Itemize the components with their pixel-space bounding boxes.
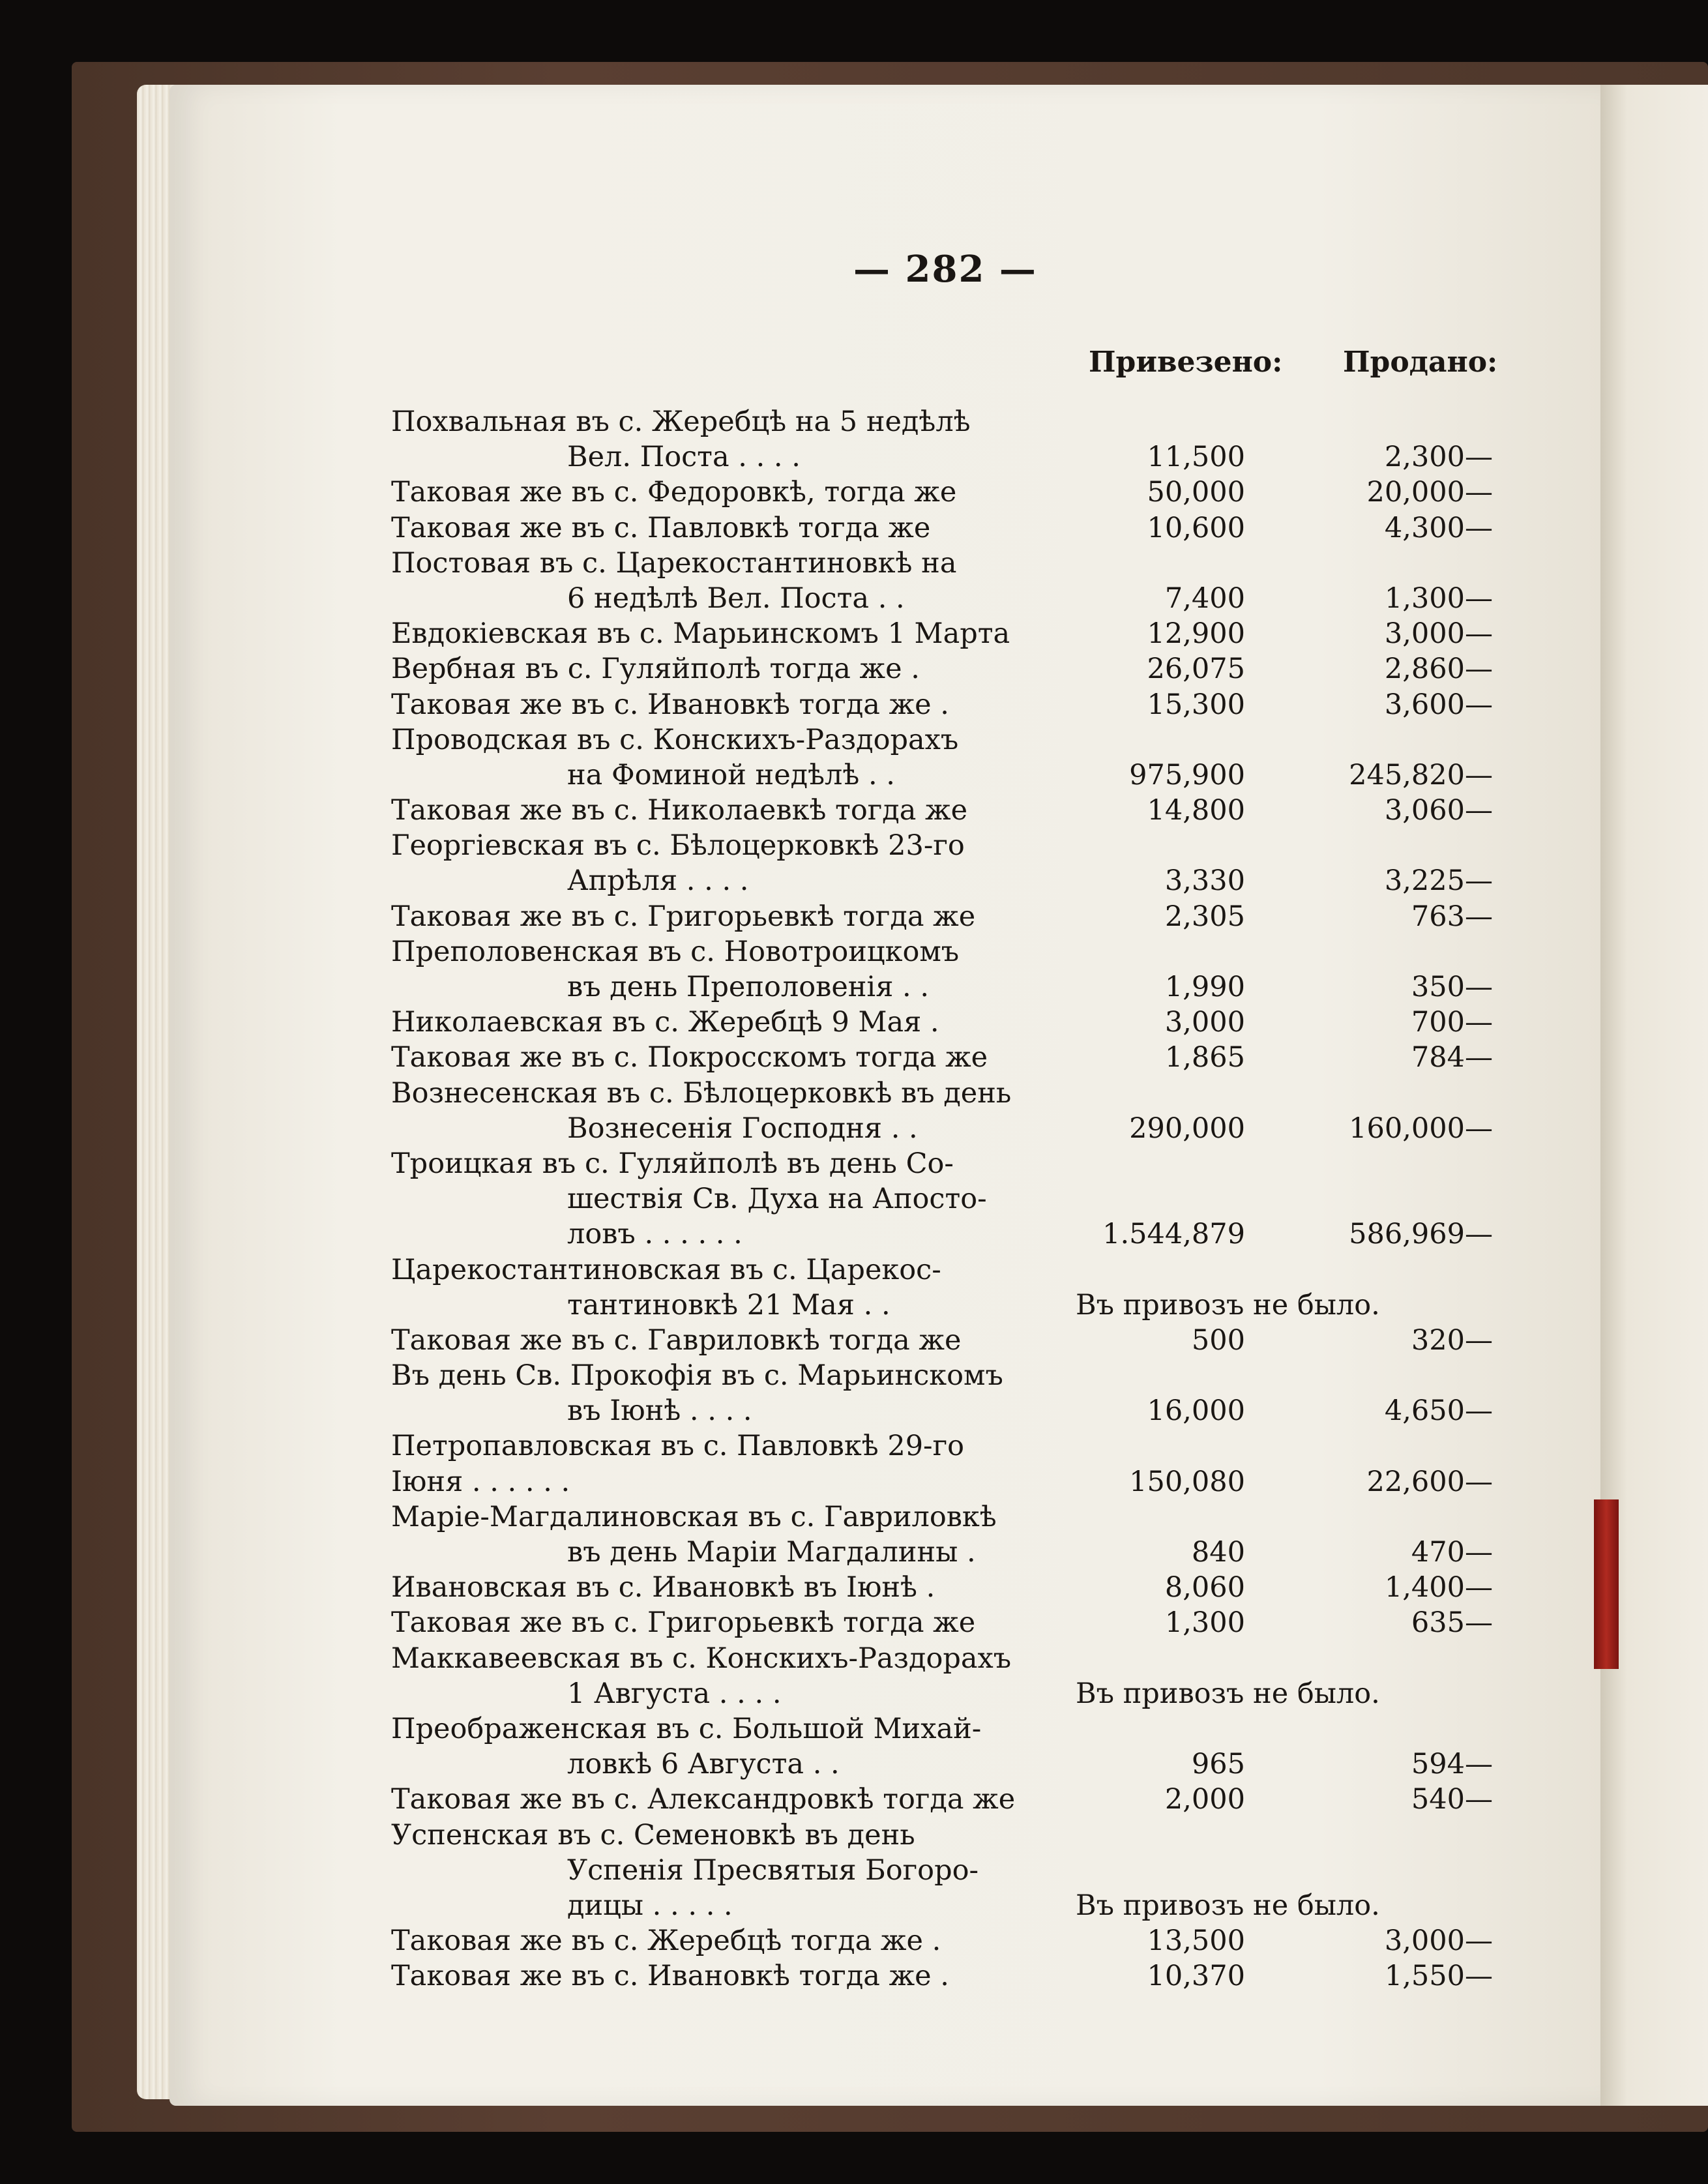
fair-description: Георгіевская въ с. Бѣлоцерковкѣ 23-го (391, 829, 965, 863)
table-row (391, 510, 1499, 546)
fair-description: Въ день Св. Прокофія въ с. Марьинскомъ (391, 1359, 1003, 1393)
brought-value: 26,075 (1147, 653, 1245, 686)
fair-description: ловъ . . . . . . (567, 1218, 743, 1251)
no-delivery-note: Въ привозъ не было. (1076, 1677, 1380, 1710)
sold-value: 4,650— (1384, 1395, 1493, 1428)
table-row (391, 1464, 1499, 1499)
table-row (391, 722, 1499, 758)
table-row (391, 1393, 1499, 1428)
fair-description: Таковая же въ с. Покросскомъ тогда же (391, 1041, 988, 1074)
fair-description: Проводская въ с. Конскихъ-Раздорахъ (391, 723, 959, 756)
sold-value: 1,300— (1384, 582, 1493, 615)
table-row (391, 1040, 1499, 1075)
fair-description: Таковая же въ с. Ивановкѣ тогда же . (391, 1960, 949, 1993)
brought-value: 16,000 (1147, 1395, 1245, 1428)
fair-description: Таковая же въ с. Александровкѣ тогда же (391, 1783, 1016, 1816)
fair-description: 1 Августа . . . . (567, 1677, 782, 1710)
table-row (391, 1747, 1499, 1782)
fair-description: Таковая же въ с. Николаевкѣ тогда же (391, 794, 968, 827)
table-row (391, 758, 1499, 793)
brought-value: 10,600 (1147, 511, 1245, 544)
table-row (391, 475, 1499, 510)
fair-description: ловкѣ 6 Августа . . (567, 1748, 840, 1781)
table-row (391, 1181, 1499, 1217)
brought-value: 12,900 (1147, 617, 1245, 651)
brought-value: 7,400 (1164, 582, 1245, 615)
fair-description: 6 недѣлѣ Вел. Поста . . (567, 582, 905, 615)
sold-value: 2,860— (1384, 653, 1493, 686)
table-row (391, 1323, 1499, 1358)
fair-description: Іюня . . . . . . (391, 1465, 570, 1498)
sold-value: 160,000— (1349, 1112, 1493, 1145)
brought-value: 975,900 (1129, 758, 1245, 791)
table-row (391, 828, 1499, 863)
brought-value: 13,500 (1147, 1925, 1245, 1958)
fair-description: Вознесенская въ с. Бѣлоцерковкѣ въ день (391, 1076, 1012, 1110)
fair-description: Таковая же въ с. Жеребцѣ тогда же . (391, 1925, 941, 1958)
brought-value: 1,865 (1164, 1041, 1245, 1074)
sold-value: 4,300— (1384, 511, 1493, 544)
table-row (391, 1888, 1499, 1923)
table-row (391, 1605, 1499, 1640)
brought-value: 290,000 (1129, 1112, 1245, 1145)
brought-value: 3,330 (1164, 864, 1245, 898)
table-row (391, 1676, 1499, 1711)
brought-value: 1.544,879 (1102, 1218, 1245, 1251)
table-row (391, 1428, 1499, 1464)
brought-value: 3,000 (1164, 1006, 1245, 1039)
table-row (391, 863, 1499, 898)
fair-description: Преображенская въ с. Большой Михай- (391, 1712, 982, 1745)
brought-value: 2,000 (1164, 1783, 1245, 1816)
sold-value: 1,400— (1384, 1571, 1493, 1604)
fair-description: Успенія Пресвятыя Богоро- (567, 1853, 979, 1887)
sold-value: 2,300— (1384, 441, 1493, 474)
brought-value: 2,305 (1164, 900, 1245, 933)
table-row (391, 969, 1499, 1005)
fair-description: Таковая же въ с. Григорьевкѣ тогда же (391, 900, 976, 933)
facing-page (1600, 85, 1708, 2106)
column-header-brought: Привезено: (1089, 346, 1283, 379)
fair-description: Апрѣля . . . . (567, 864, 749, 898)
table-row (391, 687, 1499, 722)
table-row (391, 1782, 1499, 1817)
fair-description: Похвальная въ с. Жеребцѣ на 5 недѣлѣ (391, 406, 971, 438)
fair-description: Николаевская въ с. Жеребцѣ 9 Мая . (391, 1006, 939, 1039)
table-row (391, 1818, 1499, 1853)
sold-value: 350— (1411, 971, 1493, 1003)
table-row (391, 899, 1499, 934)
table-row (391, 439, 1499, 475)
fair-table (391, 404, 1499, 1994)
table-row (391, 1358, 1499, 1393)
table-row (391, 1217, 1499, 1252)
fair-description: Вел. Поста . . . . (567, 441, 801, 474)
table-row (391, 1923, 1499, 1958)
sold-value: 3,600— (1384, 688, 1493, 721)
sold-value: 763— (1411, 900, 1493, 933)
brought-value: 8,060 (1164, 1571, 1245, 1604)
brought-value: 840 (1191, 1536, 1245, 1569)
table-row (391, 1641, 1499, 1676)
table-row (391, 1853, 1499, 1888)
fair-description: въ день Маріи Магдалины . (567, 1536, 976, 1569)
sold-value: 320— (1411, 1323, 1493, 1357)
table-row (391, 1288, 1499, 1323)
sold-value: 20,000— (1366, 476, 1493, 509)
table-row (391, 934, 1499, 969)
brought-value: 10,370 (1147, 1960, 1245, 1993)
fair-description: Царекостантиновская въ с. Царекос- (391, 1253, 941, 1286)
table-row (391, 581, 1499, 616)
fair-description: Постовая въ с. Царекостантиновкѣ на (391, 546, 957, 580)
fair-description: Вербная въ с. Гуляйполѣ тогда же . (391, 653, 920, 686)
brought-value: 15,300 (1147, 688, 1245, 721)
table-row (391, 1252, 1499, 1288)
table-row (391, 1570, 1499, 1605)
brought-value: 965 (1191, 1748, 1245, 1781)
sold-value: 1,550— (1384, 1960, 1493, 1993)
table-row (391, 1146, 1499, 1181)
column-header-sold: Продано: (1343, 346, 1498, 379)
sold-value: 784— (1411, 1041, 1493, 1074)
sold-value: 3,000— (1384, 1925, 1493, 1958)
page-number: — 282 — (853, 248, 1037, 291)
fair-description: Троицкая въ с. Гуляйполѣ въ день Со- (391, 1147, 954, 1180)
table-row (391, 1076, 1499, 1111)
fair-description: Успенская въ с. Семеновкѣ въ день (391, 1818, 915, 1852)
table-row (391, 1958, 1499, 1994)
fair-description: дицы . . . . . (567, 1889, 733, 1922)
sold-value: 245,820— (1349, 758, 1493, 791)
fair-description: Преполовенская въ с. Новотроицкомъ (391, 935, 960, 968)
sold-value: 470— (1411, 1536, 1493, 1569)
sold-value: 700— (1411, 1006, 1493, 1039)
table-row (391, 1535, 1499, 1570)
table-row (391, 1711, 1499, 1747)
sold-value: 586,969— (1349, 1218, 1493, 1251)
fair-description: въ Іюнѣ . . . . (567, 1395, 752, 1428)
fair-description: Петропавловская въ с. Павловкѣ 29-го (391, 1430, 965, 1463)
sold-value: 594— (1411, 1748, 1493, 1781)
fair-description: Таковая же въ с. Григорьевкѣ тогда же (391, 1606, 976, 1640)
sold-value: 3,225— (1384, 864, 1493, 898)
fair-description: Таковая же въ с. Гавриловкѣ тогда же (391, 1323, 962, 1357)
table-row (391, 616, 1499, 651)
brought-value: 150,080 (1129, 1465, 1245, 1498)
table-row (391, 546, 1499, 581)
fair-description: Таковая же въ с. Павловкѣ тогда же (391, 511, 931, 544)
brought-value: 500 (1191, 1323, 1245, 1357)
sold-value: 3,060— (1384, 794, 1493, 827)
fair-description: Маріе-Магдалиновская въ с. Гавриловкѣ (391, 1500, 997, 1533)
fair-description: тантиновкѣ 21 Мая . . (567, 1288, 891, 1321)
table-row (391, 793, 1499, 828)
fair-description: Ивановская въ с. Ивановкѣ въ Іюнѣ . (391, 1571, 935, 1604)
page-content (391, 248, 1499, 2021)
fair-description: Таковая же въ с. Ивановкѣ тогда же . (391, 688, 949, 721)
table-row (391, 651, 1499, 686)
brought-value: 14,800 (1147, 794, 1245, 827)
brought-value: 11,500 (1147, 441, 1245, 474)
fair-description: Таковая же въ с. Федоровкѣ, тогда же (391, 476, 957, 509)
fair-description: въ день Преполовенія . . (567, 971, 929, 1003)
brought-value: 50,000 (1147, 476, 1245, 509)
table-row (391, 1111, 1499, 1146)
fair-description: Вознесенія Господня . . (567, 1112, 918, 1145)
brought-value: 1,990 (1164, 971, 1245, 1003)
bookmark-ribbon (1594, 1499, 1619, 1669)
sold-value: 22,600— (1366, 1465, 1493, 1498)
brought-value: 1,300 (1164, 1606, 1245, 1640)
sold-value: 3,000— (1384, 617, 1493, 651)
fair-description: Евдокіевская въ с. Марьинскомъ 1 Марта (391, 617, 1010, 651)
table-row (391, 1499, 1499, 1535)
sold-value: 540— (1411, 1783, 1493, 1816)
fair-description: шествія Св. Духа на Апосто- (567, 1183, 987, 1216)
table-row (391, 1005, 1499, 1040)
no-delivery-note: Въ привозъ не было. (1076, 1288, 1380, 1321)
table-row (391, 404, 1499, 439)
fair-description: на Фоминой недѣлѣ . . (567, 758, 895, 791)
sold-value: 635— (1411, 1606, 1493, 1640)
no-delivery-note: Въ привозъ не было. (1076, 1889, 1380, 1922)
fair-description: Маккавеевская въ с. Конскихъ-Раздорахъ (391, 1642, 1012, 1675)
